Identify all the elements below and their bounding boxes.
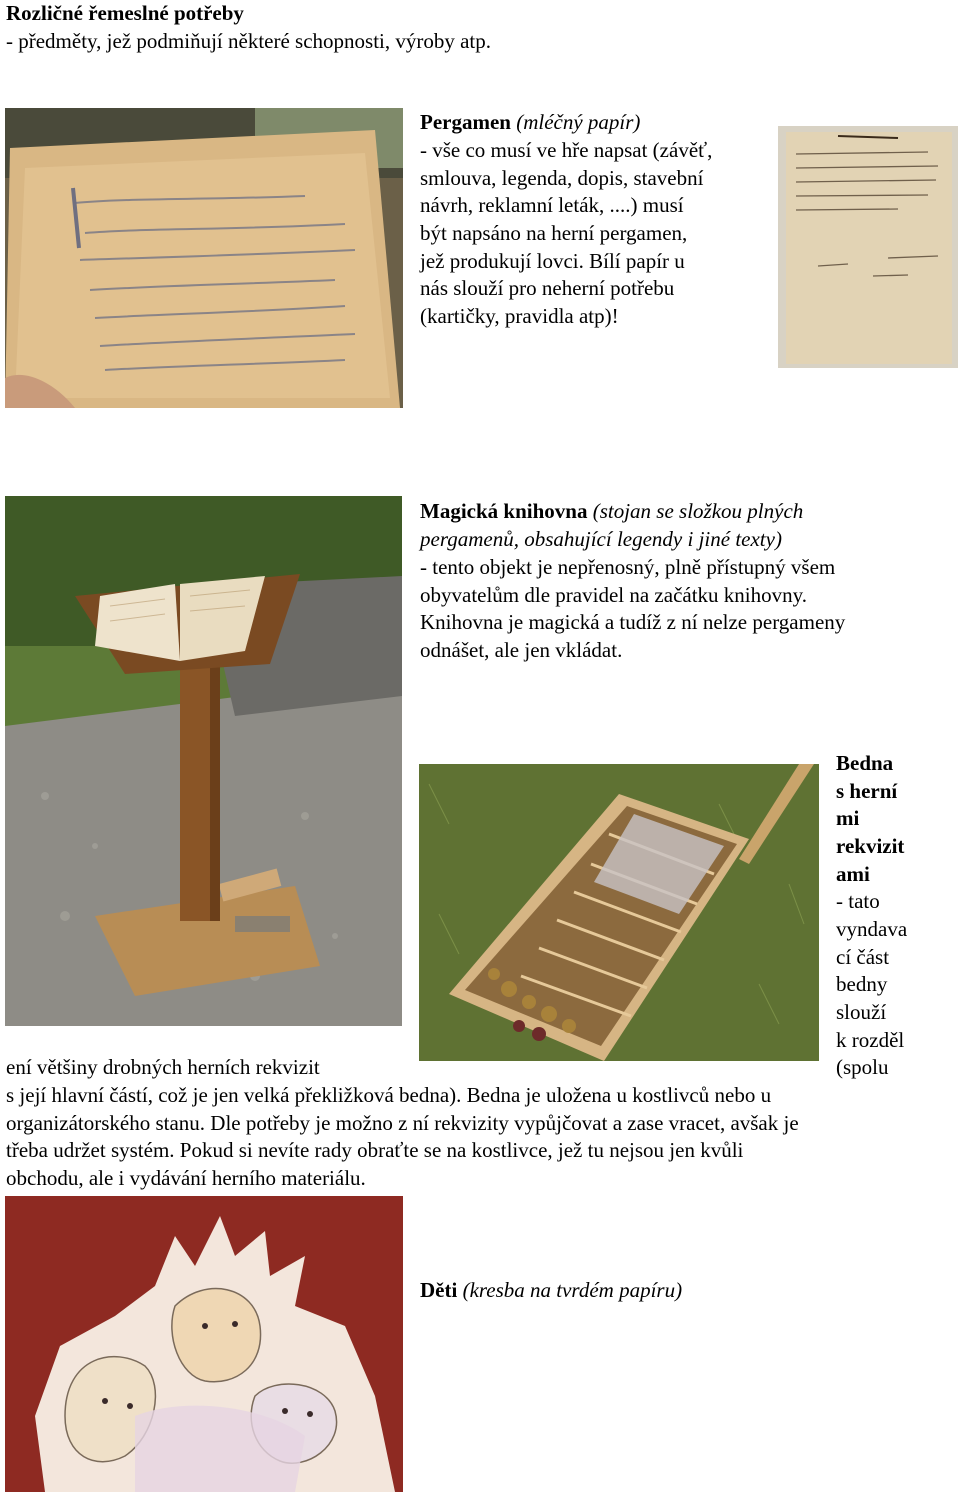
bedna-side-line: bedny [836, 972, 888, 996]
bedna-title-line: ami [836, 862, 870, 886]
bedna-full-line: obchodu, ale i vydávání herního materiálu. [6, 1166, 366, 1190]
page-subtitle: - předměty, jež podmiňují některé schopnosti, výroby atp. [6, 29, 492, 53]
page-title: Rozličné řemeslné potřeby [6, 1, 244, 25]
pergamen-note: (mléčný papír) [516, 110, 641, 134]
bedna-title-line: mi [836, 806, 860, 830]
bedna-title-line: rekvizit [836, 834, 905, 858]
deti-name: Děti [420, 1278, 458, 1302]
knihovna-line: obyvatelům dle pravidel na začátku knihovny. [420, 583, 808, 607]
knihovna-note-cont: pergamenů, obsahující legendy i jiné texty) [420, 527, 782, 551]
bedna-full-line: s její hlavní částí, což je jen velká překližková bedna). Bedna je uložena u kostlivců nebo u [6, 1083, 772, 1107]
knihovna-line: Knihovna je magická a tudíž z ní nelze pergameny [420, 610, 846, 634]
bedna-title-line: s herní [836, 779, 898, 803]
pergamen-line: smlouva, legenda, dopis, stavební [420, 166, 704, 190]
bedna-side-line: cí část [836, 945, 890, 969]
knihovna-line: odnášet, ale jen vkládat. [420, 638, 623, 662]
pergamen-heading [420, 109, 640, 137]
bedna-full-line: organizátorského stanu. Dle potřeby je možno z ní rekvizity vypůjčovat a zase vracet, avšak je [6, 1111, 799, 1135]
deti-heading [420, 1277, 682, 1305]
bedna-line-left: ení většiny drobných herních rekvizit [6, 1055, 320, 1079]
bedna-side-line: (spolu [836, 1055, 889, 1079]
pergamen-line: (kartičky, pravidla atp)! [420, 304, 619, 328]
props-box-photo [419, 764, 819, 1061]
children-drawing-photo [5, 1196, 403, 1492]
pergamen-line: nás slouží pro neherní potřebu [420, 276, 675, 300]
knihovna-heading [420, 498, 803, 526]
bedna-full-line: třeba udržet systém. Pokud si nevíte rady obraťte se na kostlivce, jež tu nejsou jen kvůli [6, 1138, 744, 1162]
bedna-side-line: - tato [836, 889, 880, 913]
deti-note: (kresba na tvrdém papíru) [462, 1278, 683, 1302]
pergamen-line: jež produkují lovci. Bílí papír u [420, 249, 685, 273]
lectern-photo [5, 496, 402, 1026]
pergamen-line: návrh, reklamní leták, ....) musí [420, 193, 684, 217]
pergamen-line: - vše co musí ve hře napsat (závěť, [420, 138, 713, 162]
knihovna-line: - tento objekt je nepřenosný, plně přístupný všem [420, 555, 836, 579]
bedna-side-line: k rozděl [836, 1028, 905, 1052]
bedna-side-line: slouží [836, 1000, 887, 1024]
bedna-title-line: Bedna [836, 751, 894, 775]
parchment-sheet-photo [778, 126, 958, 368]
knihovna-name: Magická knihovna [420, 499, 588, 523]
parchment-photo [5, 108, 403, 408]
pergamen-name: Pergamen [420, 110, 511, 134]
pergamen-line: být napsáno na herní pergamen, [420, 221, 688, 245]
bedna-side-line: vyndava [836, 917, 908, 941]
knihovna-note: (stojan se složkou plných [592, 499, 804, 523]
